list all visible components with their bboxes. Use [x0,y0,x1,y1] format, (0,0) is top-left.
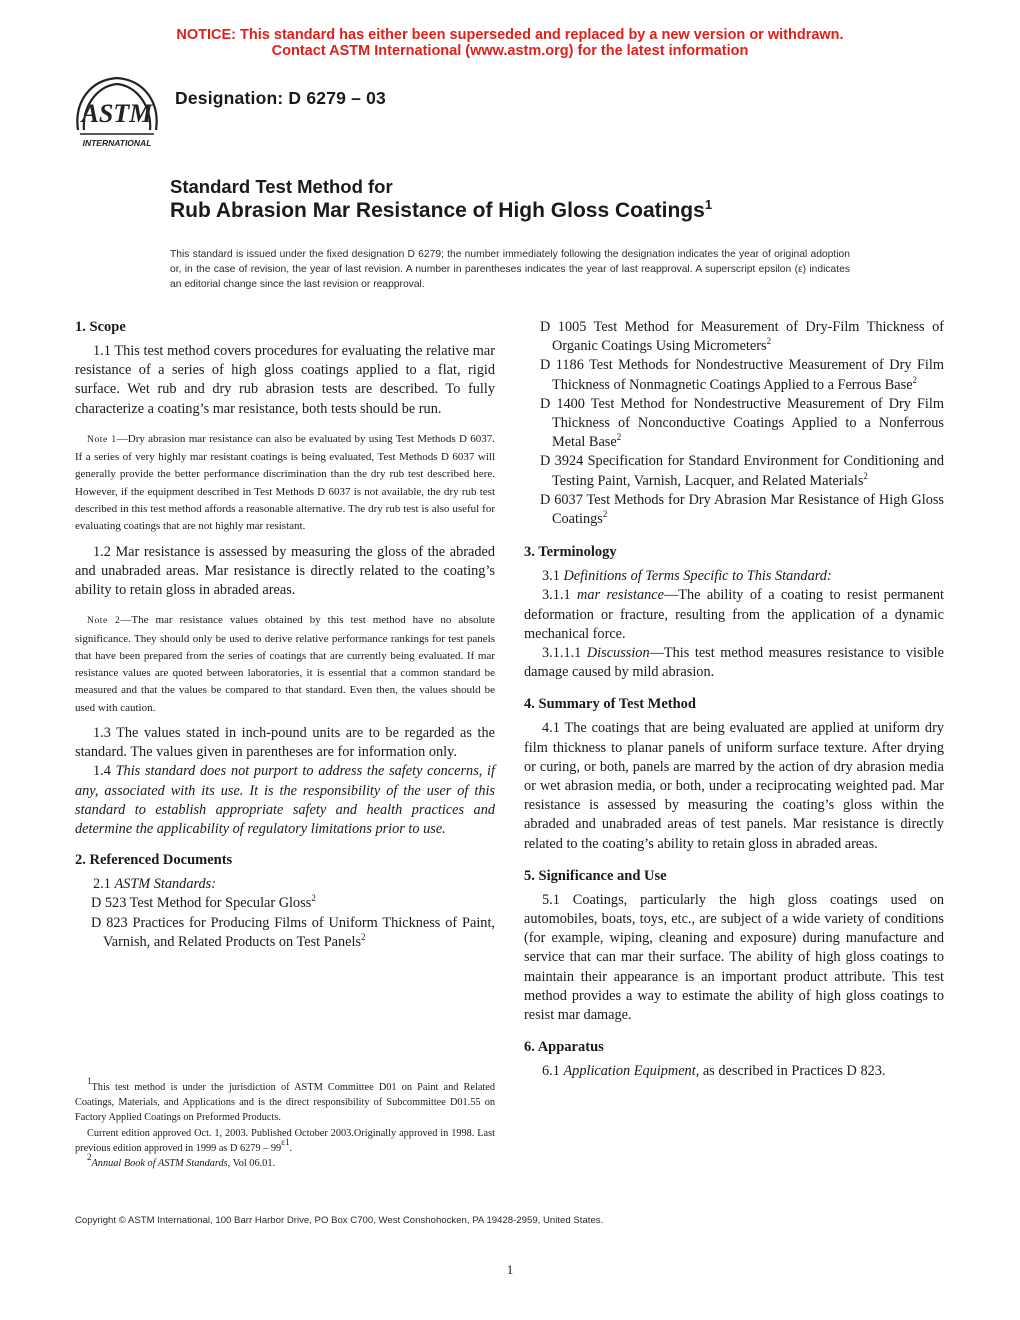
para-1-2: 1.2 Mar resistance is assessed by measuring the gloss of the abraded and unabraded areas. Mar resistance is directly related to the coating’s ability to retain gloss in abraded areas. [75,543,495,598]
ref-d1186 [524,356,944,394]
para-6-1-text: , as described in Practices D 823. [695,1063,886,1080]
page-number: 1 [506,1262,514,1277]
note-2-label: Note 2 [87,616,121,627]
ref-d823-text: D 823 Practices for Producing Films of Uniform Thickness of Paint, Varnish, and Related Products on Test Panels [91,914,495,950]
footnote-2-mark: 2 [87,1152,92,1163]
title-main: Rub Abrasion Mar Resistance of High Gloss Coatings [170,199,705,222]
para-2-1-text: ASTM Standards: [114,876,216,893]
para-3-1-text: Definitions of Terms Specific to This Standard: [563,568,832,585]
issuance-statement: This standard is issued under the fixed designation D 6279; the number immediately following the designation indicates the year of original adoption or, in the case of revision, the year of last revision. A number in parentheses indicates the year of last reapproval. A superscript epsilon (ε) indicates an editorial change since the last revision or reapproval. [170,249,850,290]
para-6-1-num: 6.1 [542,1063,564,1080]
ref-d6037 [524,491,944,529]
ref-d1400-text: D 1400 Test Method for Nondestructive Measurement of Dry Film Thickness of Nonconductive Coatings Applied to a Nonferrous Metal Base [540,395,944,451]
para-3-1-1-num: 3.1.1 [542,587,578,604]
logo-letters: ASTM [81,99,153,128]
title-line-1: Standard Test Method for [170,176,393,197]
para-1-4 [75,762,495,839]
ref-d1186-text: D 1186 Test Methods for Nondestructive Measurement of Dry Film Thickness of Nonmagnetic Coatings Applied to a Ferrous Base [540,357,944,393]
ref-d6037-sup: 2 [602,509,608,520]
designation: Designation: D 6279 – 03 [175,88,386,108]
ref-d823-sup: 2 [361,931,366,942]
ref-d3924 [524,452,944,490]
section-1-heading: 1. Scope [75,319,126,335]
footnote-1 [75,1076,495,1126]
para-2-1 [75,875,495,894]
section-4-heading: 4. Summary of Test Method [524,696,696,713]
note-2 [75,612,495,717]
para-3-1 [524,567,944,586]
ref-d3924-sup: 2 [863,470,868,481]
notice-line-2: Contact ASTM International (www.astm.org) for the latest information [271,43,749,59]
note-2-text: —The mar resistance values obtained by this test method have no absolute significance. They should only be used to derive relative performance rankings for test panels that have been prepared from the series of coatings that are currently being evaluated. If mar resistance values are quoted between laboratories, it is essential that a common standard be measured and that the values be compared to that standard. Even then, the values should be used with caution. [75,614,495,714]
section-5-heading: 5. Significance and Use [524,867,667,884]
section-2-heading: 2. Referenced Documents [75,852,233,869]
logo-sub: INTERNATIONAL [82,138,152,148]
para-3-1-1 [524,586,944,644]
ref-d1186-sup: 2 [912,374,918,385]
ref-d1005-text: D 1005 Test Method for Measurement of Dry-Film Thickness of Organic Coatings Using Micrometers [540,319,944,355]
para-4-1: 4.1 The coatings that are being evaluated are applied at uniform dry film thickness to planar panels of uniform surface texture. After drying or curing, or both, panels are marred by the action of dry abrasion media or wet abrasion media, or both, under a reciprocating weighted pad. Mar resistance is assessed by measuring the coating’s gloss within the abraded and unabraded areas of test panels. Mar resistance is directly related to the coating’s ability to retain gloss in abraded areas. [524,720,944,852]
note-1-label: Note 1 [87,434,117,445]
withdrawal-notice [0,27,1020,59]
left-column [75,318,495,952]
ref-d1400-sup: 2 [616,432,622,443]
para-3-1-1-1-text: —This test method measures resistance to visible damage caused by mild abrasion. [524,645,944,681]
para-6-1-term: Application Equipment [563,1063,696,1080]
footnotes [75,1076,495,1171]
para-3-1-1-1 [524,644,944,682]
footnote-1b [75,1126,495,1156]
para-2-1-num: 2.1 [93,876,115,893]
title-line-2 [170,199,712,223]
ref-d6037-text: D 6037 Test Methods for Dry Abrasion Mar Resistance of High Gloss Coatings [540,491,944,528]
footnote-1b-end: . [289,1142,293,1154]
notice-line-1: NOTICE: This standard has either been superseded and replaced by a new version or withdrawn. [176,27,844,43]
ref-d823 [75,914,495,952]
astm-logo-icon [70,72,164,152]
footnote-2 [75,1152,495,1171]
para-3-1-1-1-num: 3.1.1.1 [542,645,587,662]
section-3-heading: 3. Terminology [524,544,617,561]
para-3-1-1-term: mar resistance [577,587,664,604]
footnote-1-text: This test method is under the jurisdiction of ASTM Committee D01 on Paint and Related Coatings, Materials, and Applications and is the direct responsibility of Subcommittee D01.55 on Factory Applied Coatings on Preformed Products. [75,1082,495,1124]
note-1-text: —Dry abrasion mar resistance can also be evaluated by using Test Methods D 6037. If a series of very highly mar resistant coatings is being evaluated, Test Methods D 6037 will generally provide the better performance discrimination than the dry rub test described here. However, if the equipment described in Test Methods D 6037 is not available, the dry rub test described in this test method affords a reasonable alternative. The dry rub test is also useful for evaluating coatings that are not highly mar resistant. [75,432,495,533]
footnote-2-text: , Vol 06.01. [227,1158,276,1170]
ref-d523-text: D 523 Test Method for Specular Gloss [91,895,312,912]
para-5-1: 5.1 Coatings, particularly the high gloss coatings used on automobiles, boats, toys, etc., are subject of a wide variety of conditions (for example, wiping, cleaning and exposure) during manufacture and service that can mar their surface. The ability of high gloss coatings to maintain their appearance is an important product attribute. This test method provides a way to estimate the ability of high gloss coatings to resist mar damage. [524,891,944,1024]
para-1-3: 1.3 The values stated in inch-pound units are to be regarded as the standard. The values given in parentheses are for information only. [75,724,495,761]
footnote-1b-sup: ε1 [281,1136,290,1147]
para-6-1 [524,1062,944,1081]
title-footnote-mark: 1 [704,197,713,212]
para-1-4-num: 1.4 [93,763,116,780]
footnote-1b-text: Current edition approved Oct. 1, 2003. Published October 2003.Originally approved in 1998. Last previous edition approved in 1999 as D 6279 – 99 [75,1127,495,1154]
ref-d3924-text: D 3924 Specification for Standard Environment for Conditioning and Testing Paint, Varnish, Lacquer, and Related Materials [540,453,944,489]
para-1-1: 1.1 This test method covers procedures for evaluating the relative mar resistance of a series of high gloss coatings applied to a flat, rigid surface. Wet rub and dry rub abrasion tests are described. To fully characterize a coating’s mar resistance, both tests should be run. [75,343,495,417]
footnote-2-italic: Annual Book of ASTM Standards [91,1158,228,1170]
ref-d1400 [524,395,944,453]
para-3-1-num: 3.1 [542,568,564,585]
ref-d1005 [524,318,944,356]
ref-d523-sup: 2 [311,893,316,904]
ref-d1005-sup: 2 [766,336,772,347]
footnote-1-mark: 1 [87,1076,92,1086]
ref-d523 [75,894,495,913]
para-3-1-1-1-term: Discussion [586,645,650,662]
section-6-heading: 6. Apparatus [524,1039,604,1056]
copyright: Copyright © ASTM International, 100 Barr Harbor Drive, PO Box C700, West Conshohocken, PA 19428-2959, United States. [75,1215,604,1226]
para-1-4-text: This standard does not purport to address the safety concerns, if any, associated with its use. It is the responsibility of the user of this standard to establish appropriate safety and health practices and determine the applicability of regulatory limitations prior to use. [75,763,496,837]
note-1 [75,431,495,536]
right-column [524,318,944,1082]
para-3-1-1-text: —The ability of a coating to resist permanent deformation or fracture, resulting from the application of a dynamic mechanical force. [524,587,945,642]
